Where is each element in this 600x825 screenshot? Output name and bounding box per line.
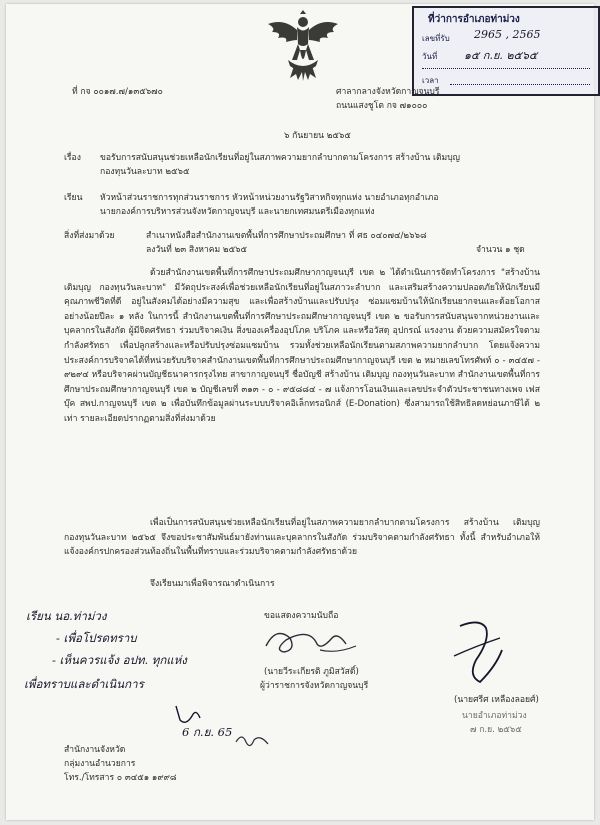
handwritten-line-1: เรียน นอ.ท่าม่วง (26, 609, 107, 623)
footer-phone: โทร./โทรสาร ๐ ๓๔๕๑ ๑๙๙๘ (64, 773, 177, 783)
subject-label: เรื่อง (64, 153, 81, 163)
closing-line: จึงเรียนมาเพื่อพิจารณาดำเนินการ (150, 579, 275, 589)
district-chief-title: นายอำเภอท่าม่วง (462, 711, 527, 721)
handwritten-line-4: เพื่อทราบและดำเนินการ (24, 677, 144, 691)
stamp-date-label: วันที่ (422, 52, 438, 61)
handwritten-line-3: - เห็นควรแจ้ง อปท. ทุกแห่ง (52, 653, 187, 667)
recipient-line-1: หัวหน้าส่วนราชการทุกส่วนราชการ หัวหน้าหน่วยงานรัฐวิสาหกิจทุกแห่ง นายอำเภอทุกอำเภอ (100, 193, 439, 203)
stamp-received-label: เลขที่รับ (422, 34, 450, 43)
enclosure-line-2: ลงวันที่ ๒๓ สิงหาคม ๒๕๖๕ (146, 245, 248, 255)
recipient-label: เรียน (64, 193, 83, 203)
office-address: ถนนแสงชูโต กจ ๗๑๐๐๐ (336, 101, 428, 111)
document-date: ๖ กันยายน ๒๕๖๕ (284, 131, 351, 141)
handwritten-date: 6 ก.ย. 65 (182, 725, 233, 739)
subject-line-1: ขอรับการสนับสนุนช่วยเหลือนักเรียนที่อยู่ในสภาพความยากลำบากตามโครงการ สร้างบ้าน เติมบุญ (100, 153, 460, 163)
garuda-emblem-icon (264, 10, 342, 82)
district-chief-signature-icon (446, 616, 526, 692)
stamp-date-value: ๑๕ ก.ย. ๒๕๖๕ (464, 49, 538, 62)
regards-text: ขอแสดงความนับถือ (264, 611, 339, 621)
stamp-time-label: เวลา (422, 76, 439, 85)
district-chief-date: ๗ ก.ย. ๒๕๖๕ (470, 725, 522, 735)
signer-name: (นายวีระเกียรติ ภูมิสวัสดิ์) (264, 667, 359, 677)
stamp-title: ที่ว่าการอำเภอท่าม่วง (428, 14, 520, 25)
footer-department: สำนักงานจังหวัด (64, 745, 126, 755)
governor-signature-icon (256, 620, 366, 660)
receiving-stamp (412, 6, 600, 96)
district-chief-name: (นายศรีศ เหลืองลอยศ์) (454, 695, 539, 705)
enclosure-label: สิ่งที่ส่งมาด้วย (64, 231, 115, 241)
body-paragraph-1: ด้วยสำนักงานเขตพื้นที่การศึกษาประถมศึกษากาญจนบุรี เขต ๒ ได้ดำเนินการจัดทำโครงการ "สร้างบ้าน เติมบุญ กองทุนวันละบาท" มีวัตถุประสงค์เพื่อช่วยเหลือนักเรียนที่อยู่ในสภาวะลำบาก และเสริมสร้างความปลอดภัยให้นักเรียนมีคุณภาพชีวิตที่ดี อยู่ในสังคมได้อย่างมีความสุข และเพื่อสร้างบ้านและปรับปรุง ซ่อมแซมบ้านให้นักเรียนยากจนและด้อยโอกาส อย่างน้อยปีละ ๑ หลัง ในการนี้ สำนักงานเขตพื้นที่การศึกษาประถมศึกษากาญจนบุรี เขต ๒ ขอรับการสนับสนุนจากหน่วยงานและบุคลากรในสังกัด ผู้มีจิตศรัทธา ร่วมบริจาคเงิน สิ่งของเครื่องอุปโภค บริโภค และหรือวัสดุ อุปกรณ์ แรงงาน ด้วยความสมัครใจตามกำลังศรัทธา เพื่อปลูกสร้างและหรือปรับปรุงซ่อมแซมบ้าน รวมทั้งช่วยเหลือนักเรียนตามสภาพความยากลำบาก โดยแจ้งความประสงค์การบริจาคได้ที่หน่วยรับบริจาคสำนักงานเขตพื้นที่การศึกษาประถมศึกษากาญจนบุรี เขต ๒ หมายเลขโทรศัพท์ ๐ - ๓๔๕๗ - ๙๒๙๔ หรือบริจาคผ่านบัญชีธนาคารกรุงไทย สาขากาญจนบุรี ชื่อบัญชี สร้างบ้าน เติมบุญ กองทุนวันละบาท สำนักงานเขตพื้นที่การศึกษาประถมศึกษากาญจนบุรี เขต ๒ บัญชีเลขที่ ๓๑๓ - ๐ - ๙๕๘๘๔ - ๗ แจ้งการโอนเงินและเลขประจำตัวประชาชนทางเพจ เฟสบุ๊ค สพป.กาญจนบุรี เขต ๒ เพื่อบันทึกข้อมูลผ่านระบบบริจาคอิเล็กทรอนิกส์ (E-Donation) ซึ่งสามารถใช้สิทธิลดหย่อนภาษีได้ ๒ เท่า รายละเอียดปรากฏตามสิ่งที่ส่งมาด้วย (64, 268, 540, 424)
stamp-received-value: 2965 , 2565 (474, 28, 541, 41)
enclosure-count: จำนวน ๑ ชุด (476, 245, 525, 255)
signer-title: ผู้ว่าราชการจังหวัดกาญจนบุรี (260, 681, 369, 691)
staff-initial-icon (232, 728, 272, 752)
issuing-office: ศาลากลางจังหวัดกาญจนบุรี (336, 87, 440, 97)
footer-section: กลุ่มงานอำนวยการ (64, 759, 136, 769)
document-page (6, 4, 594, 820)
recipient-line-2: นายกองค์การบริหารส่วนจังหวัดกาญจนบุรี และนายกเทศมนตรีเมืองทุกแห่ง (100, 207, 375, 217)
reference-number: ที่ กจ ๐๐๑๗.๗/๑๓๕๖๗๐ (72, 87, 163, 97)
subject-line-2: กองทุนวันละบาท ๒๕๖๕ (100, 167, 190, 177)
body-paragraph-2: เพื่อเป็นการสนับสนุนช่วยเหลือนักเรียนที่อยู่ในสภาพความยากลำบากตามโครงการ สร้างบ้าน เติมบุญ กองทุนวันละบาท ๒๕๖๕ จึงขอประชาสัมพันธ์มายังท่านและบุคลากรในสังกัด ร่วมบริจาคตามกำลังศรัทธา ทั้งนี้ สำหรับอำเภอให้แจ้งองค์กรปกครองส่วนท้องถิ่นในพื้นที่ทราบและร่วมบริจาคตามกำลังศรัทธาด้วย (64, 518, 540, 558)
handwritten-line-2: - เพื่อโปรดทราบ (56, 631, 137, 645)
enclosure-line-1: สำเนาหนังสือสำนักงานเขตพื้นที่การศึกษาประถมศึกษา ที่ ศธ ๐๔๐๗๔/๒๖๖๘ (146, 231, 427, 241)
